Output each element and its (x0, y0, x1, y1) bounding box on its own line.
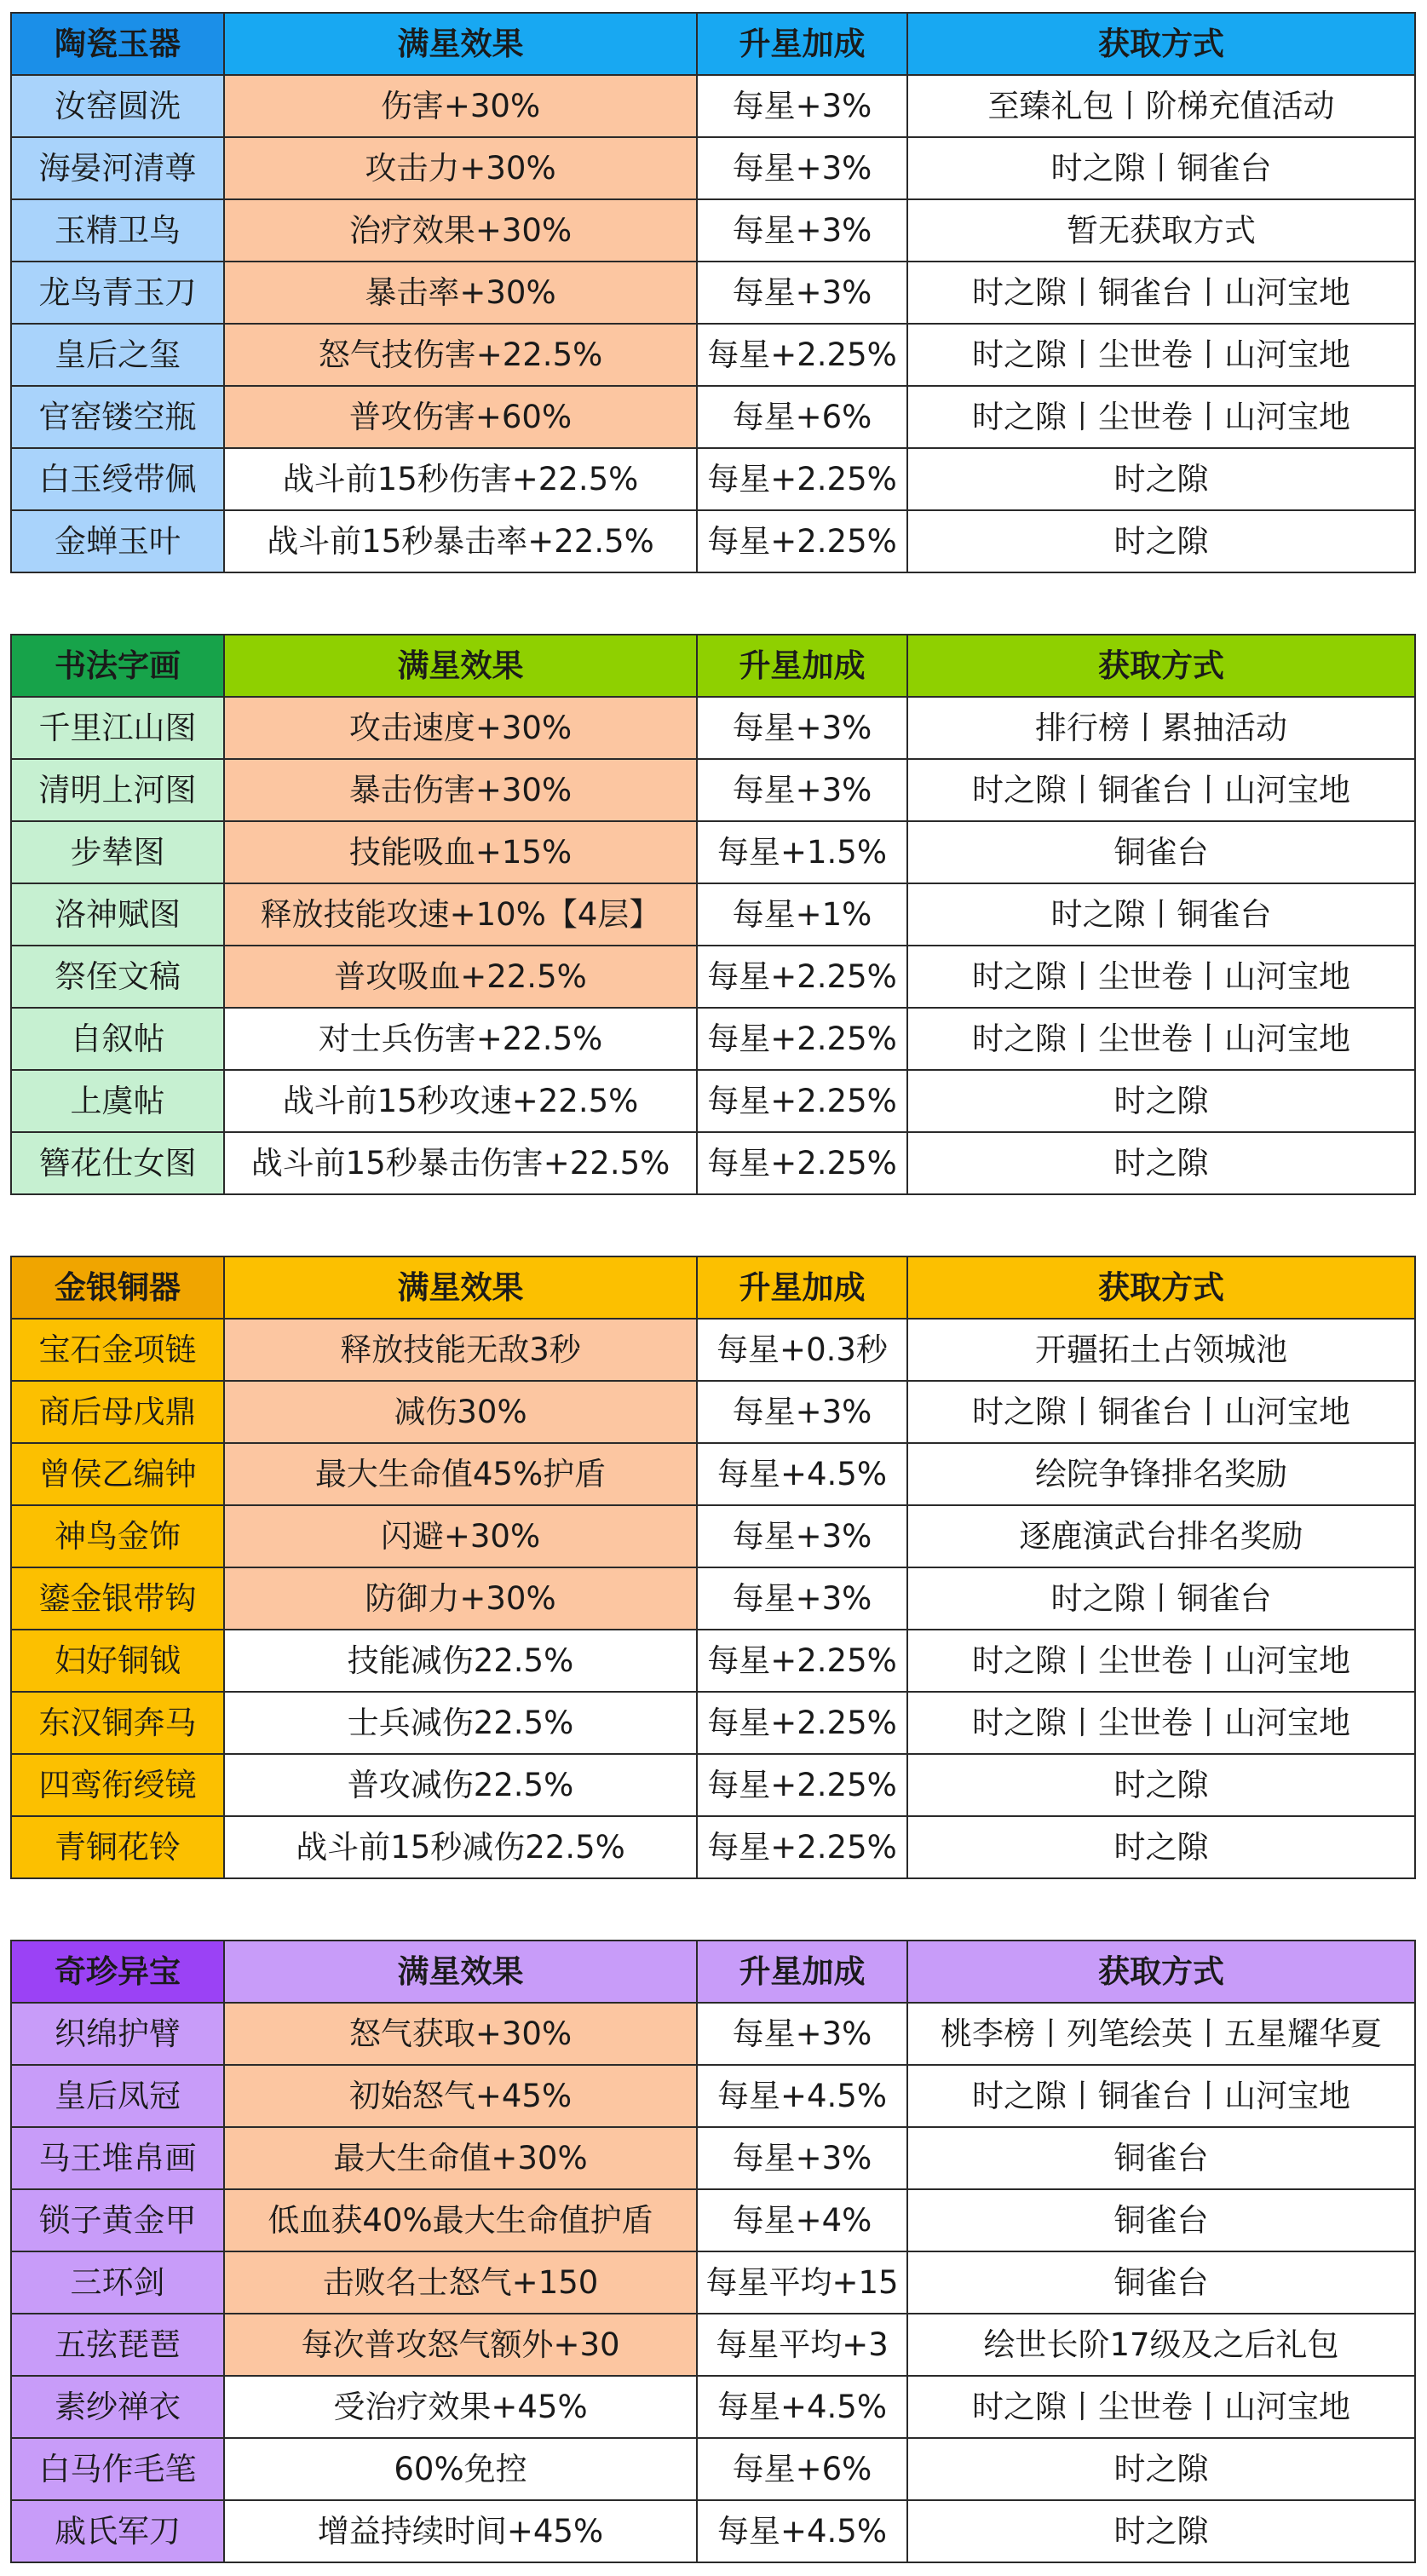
item-effect: 战斗前15秒暴击率+22.5% (224, 510, 697, 572)
item-bonus: 每星+3% (697, 697, 907, 759)
table-header-row (11, 635, 1415, 697)
item-name: 白玉绶带佩 (11, 448, 224, 510)
item-bonus: 每星+4.5% (697, 2065, 907, 2127)
item-source: 时之隙 (907, 2500, 1415, 2562)
table-row (11, 759, 1415, 821)
item-effect: 攻击力+30% (224, 137, 697, 199)
table-header-row (11, 1256, 1415, 1319)
item-name: 洛神赋图 (11, 883, 224, 946)
bonus-header: 升星加成 (697, 13, 907, 75)
item-bonus: 每星+2.25% (697, 510, 907, 572)
item-name: 皇后之玺 (11, 324, 224, 386)
item-bonus: 每星+3% (697, 2003, 907, 2065)
table-row (11, 75, 1415, 137)
item-name: 妇好铜钺 (11, 1630, 224, 1692)
item-bonus: 每星+4.5% (697, 2376, 907, 2438)
item-bonus: 每星+3% (697, 137, 907, 199)
item-effect: 防御力+30% (224, 1567, 697, 1630)
item-effect: 增益持续时间+45% (224, 2500, 697, 2562)
item-name: 曾侯乙编钟 (11, 1443, 224, 1505)
table-row (11, 1070, 1415, 1132)
item-source: 时之隙丨铜雀台 (907, 1567, 1415, 1630)
item-effect: 士兵减伤22.5% (224, 1692, 697, 1754)
table-row (11, 1443, 1415, 1505)
effect-header: 满星效果 (224, 13, 697, 75)
category-header: 陶瓷玉器 (11, 13, 224, 75)
item-effect: 最大生命值45%护盾 (224, 1443, 697, 1505)
item-bonus: 每星+6% (697, 2438, 907, 2500)
item-effect: 击败名士怒气+150 (224, 2251, 697, 2314)
item-source: 铜雀台 (907, 2251, 1415, 2314)
item-effect: 技能吸血+15% (224, 821, 697, 883)
item-source: 时之隙 (907, 1816, 1415, 1878)
item-name: 鎏金银带钩 (11, 1567, 224, 1630)
item-effect: 怒气技伤害+22.5% (224, 324, 697, 386)
item-bonus: 每星+2.25% (697, 1630, 907, 1692)
bonus-header: 升星加成 (697, 635, 907, 697)
item-source: 铜雀台 (907, 821, 1415, 883)
category-header: 奇珍异宝 (11, 1941, 224, 2003)
item-source: 排行榜丨累抽活动 (907, 697, 1415, 759)
table-row (11, 1381, 1415, 1443)
table-row (11, 1008, 1415, 1070)
item-effect: 战斗前15秒减伤22.5% (224, 1816, 697, 1878)
item-bonus: 每星+6% (697, 386, 907, 448)
item-effect: 普攻减伤22.5% (224, 1754, 697, 1816)
item-source: 时之隙丨铜雀台 (907, 883, 1415, 946)
table-row (11, 697, 1415, 759)
table-row (11, 2314, 1415, 2376)
table-header-row (11, 13, 1415, 75)
item-effect: 释放技能攻速+10%【4层】 (224, 883, 697, 946)
item-source: 绘世长阶17级及之后礼包 (907, 2314, 1415, 2376)
source-header: 获取方式 (907, 1941, 1415, 2003)
item-name: 龙鸟青玉刀 (11, 262, 224, 324)
item-effect: 伤害+30% (224, 75, 697, 137)
item-effect: 释放技能无敌3秒 (224, 1319, 697, 1381)
item-bonus: 每星+2.25% (697, 946, 907, 1008)
item-name: 宝石金项链 (11, 1319, 224, 1381)
item-effect: 战斗前15秒攻速+22.5% (224, 1070, 697, 1132)
item-source: 时之隙 (907, 1754, 1415, 1816)
table-row (11, 510, 1415, 572)
item-effect: 治疗效果+30% (224, 199, 697, 262)
table-row (11, 2376, 1415, 2438)
item-name: 青铜花铃 (11, 1816, 224, 1878)
table-row (11, 1319, 1415, 1381)
item-effect: 怒气获取+30% (224, 2003, 697, 2065)
item-source: 逐鹿演武台排名奖励 (907, 1505, 1415, 1567)
item-effect: 低血获40%最大生命值护盾 (224, 2189, 697, 2251)
item-name: 四鸾衔绶镜 (11, 1754, 224, 1816)
item-bonus: 每星+3% (697, 199, 907, 262)
item-bonus: 每星平均+3 (697, 2314, 907, 2376)
item-source: 铜雀台 (907, 2127, 1415, 2189)
item-bonus: 每星+2.25% (697, 324, 907, 386)
item-name: 上虞帖 (11, 1070, 224, 1132)
table-ceramics (10, 12, 1416, 573)
item-effect: 战斗前15秒伤害+22.5% (224, 448, 697, 510)
table-row (11, 448, 1415, 510)
item-bonus: 每星+3% (697, 2127, 907, 2189)
bonus-header: 升星加成 (697, 1941, 907, 2003)
item-name: 玉精卫鸟 (11, 199, 224, 262)
item-effect: 每次普攻怒气额外+30 (224, 2314, 697, 2376)
item-effect: 暴击率+30% (224, 262, 697, 324)
item-name: 自叙帖 (11, 1008, 224, 1070)
item-source: 绘院争锋排名奖励 (907, 1443, 1415, 1505)
table-row (11, 2003, 1415, 2065)
item-source: 铜雀台 (907, 2189, 1415, 2251)
source-header: 获取方式 (907, 1256, 1415, 1319)
item-effect: 普攻伤害+60% (224, 386, 697, 448)
item-bonus: 每星+3% (697, 1505, 907, 1567)
item-name: 千里江山图 (11, 697, 224, 759)
item-effect: 暴击伤害+30% (224, 759, 697, 821)
item-bonus: 每星+3% (697, 759, 907, 821)
source-header: 获取方式 (907, 13, 1415, 75)
table-row (11, 137, 1415, 199)
table-header-row (11, 1941, 1415, 2003)
item-effect: 普攻吸血+22.5% (224, 946, 697, 1008)
item-effect: 技能减伤22.5% (224, 1630, 697, 1692)
table-row (11, 2189, 1415, 2251)
item-source: 至臻礼包丨阶梯充值活动 (907, 75, 1415, 137)
item-source: 时之隙 (907, 1070, 1415, 1132)
table-row (11, 2127, 1415, 2189)
item-source: 时之隙 (907, 448, 1415, 510)
item-bonus: 每星+3% (697, 75, 907, 137)
item-bonus: 每星+3% (697, 262, 907, 324)
item-name: 织绵护臂 (11, 2003, 224, 2065)
item-effect: 受治疗效果+45% (224, 2376, 697, 2438)
item-bonus: 每星+0.3秒 (697, 1319, 907, 1381)
item-source: 时之隙丨尘世卷丨山河宝地 (907, 2376, 1415, 2438)
table-row (11, 883, 1415, 946)
item-bonus: 每星+4.5% (697, 2500, 907, 2562)
item-source: 时之隙 (907, 510, 1415, 572)
item-effect: 减伤30% (224, 1381, 697, 1443)
table-row (11, 386, 1415, 448)
item-effect: 攻击速度+30% (224, 697, 697, 759)
item-name: 东汉铜奔马 (11, 1692, 224, 1754)
effect-header: 满星效果 (224, 1941, 697, 2003)
item-source: 时之隙 (907, 1132, 1415, 1194)
table-row (11, 1630, 1415, 1692)
table-row (11, 1816, 1415, 1878)
table-row (11, 2065, 1415, 2127)
item-source: 时之隙丨尘世卷丨山河宝地 (907, 386, 1415, 448)
item-source: 时之隙丨尘世卷丨山河宝地 (907, 1692, 1415, 1754)
table-calligraphy (10, 634, 1416, 1195)
item-source: 时之隙丨尘世卷丨山河宝地 (907, 1008, 1415, 1070)
table-bronze (10, 1256, 1416, 1879)
item-name: 祭侄文稿 (11, 946, 224, 1008)
table-row (11, 262, 1415, 324)
item-bonus: 每星+4% (697, 2189, 907, 2251)
item-effect: 对士兵伤害+22.5% (224, 1008, 697, 1070)
item-source: 桃李榜丨列笔绘英丨五星耀华夏 (907, 2003, 1415, 2065)
item-source: 时之隙丨铜雀台丨山河宝地 (907, 262, 1415, 324)
table-row (11, 946, 1415, 1008)
item-name: 皇后凤冠 (11, 2065, 224, 2127)
item-name: 官窑镂空瓶 (11, 386, 224, 448)
item-bonus: 每星+2.25% (697, 448, 907, 510)
item-source: 时之隙丨尘世卷丨山河宝地 (907, 1630, 1415, 1692)
table-row (11, 1567, 1415, 1630)
item-name: 白马作毛笔 (11, 2438, 224, 2500)
item-name: 金蝉玉叶 (11, 510, 224, 572)
item-bonus: 每星+1.5% (697, 821, 907, 883)
item-bonus: 每星+3% (697, 1567, 907, 1630)
table-row (11, 199, 1415, 262)
table-row (11, 324, 1415, 386)
table-row (11, 2500, 1415, 2562)
item-name: 商后母戊鼎 (11, 1381, 224, 1443)
source-header: 获取方式 (907, 635, 1415, 697)
table-row (11, 2438, 1415, 2500)
item-effect: 初始怒气+45% (224, 2065, 697, 2127)
item-name: 神鸟金饰 (11, 1505, 224, 1567)
item-name: 锁子黄金甲 (11, 2189, 224, 2251)
item-name: 戚氏军刀 (11, 2500, 224, 2562)
effect-header: 满星效果 (224, 1256, 697, 1319)
table-row (11, 1132, 1415, 1194)
bonus-header: 升星加成 (697, 1256, 907, 1319)
item-bonus: 每星+2.25% (697, 1070, 907, 1132)
item-source: 时之隙丨尘世卷丨山河宝地 (907, 324, 1415, 386)
item-bonus: 每星+1% (697, 883, 907, 946)
item-source: 时之隙丨铜雀台丨山河宝地 (907, 759, 1415, 821)
item-bonus: 每星平均+15 (697, 2251, 907, 2314)
item-bonus: 每星+3% (697, 1381, 907, 1443)
item-name: 汝窑圆洗 (11, 75, 224, 137)
item-name: 素纱禅衣 (11, 2376, 224, 2438)
table-treasures (10, 1940, 1416, 2563)
table-row (11, 1505, 1415, 1567)
item-source: 时之隙丨尘世卷丨山河宝地 (907, 946, 1415, 1008)
item-bonus: 每星+2.25% (697, 1816, 907, 1878)
table-row (11, 1692, 1415, 1754)
item-effect: 最大生命值+30% (224, 2127, 697, 2189)
item-bonus: 每星+2.25% (697, 1754, 907, 1816)
item-effect: 闪避+30% (224, 1505, 697, 1567)
item-effect: 战斗前15秒暴击伤害+22.5% (224, 1132, 697, 1194)
item-name: 清明上河图 (11, 759, 224, 821)
table-row (11, 1754, 1415, 1816)
item-source: 时之隙丨铜雀台丨山河宝地 (907, 1381, 1415, 1443)
item-source: 时之隙丨铜雀台 (907, 137, 1415, 199)
table-row (11, 821, 1415, 883)
item-name: 五弦琵琶 (11, 2314, 224, 2376)
item-source: 开疆拓土占领城池 (907, 1319, 1415, 1381)
item-effect: 60%免控 (224, 2438, 697, 2500)
item-name: 步辇图 (11, 821, 224, 883)
item-source: 时之隙 (907, 2438, 1415, 2500)
item-name: 海晏河清尊 (11, 137, 224, 199)
item-name: 三环剑 (11, 2251, 224, 2314)
item-source: 暂无获取方式 (907, 199, 1415, 262)
table-row (11, 2251, 1415, 2314)
item-bonus: 每星+4.5% (697, 1443, 907, 1505)
item-name: 马王堆帛画 (11, 2127, 224, 2189)
item-bonus: 每星+2.25% (697, 1692, 907, 1754)
category-header: 书法字画 (11, 635, 224, 697)
item-bonus: 每星+2.25% (697, 1008, 907, 1070)
item-source: 时之隙丨铜雀台丨山河宝地 (907, 2065, 1415, 2127)
category-header: 金银铜器 (11, 1256, 224, 1319)
item-bonus: 每星+2.25% (697, 1132, 907, 1194)
item-name: 簪花仕女图 (11, 1132, 224, 1194)
effect-header: 满星效果 (224, 635, 697, 697)
